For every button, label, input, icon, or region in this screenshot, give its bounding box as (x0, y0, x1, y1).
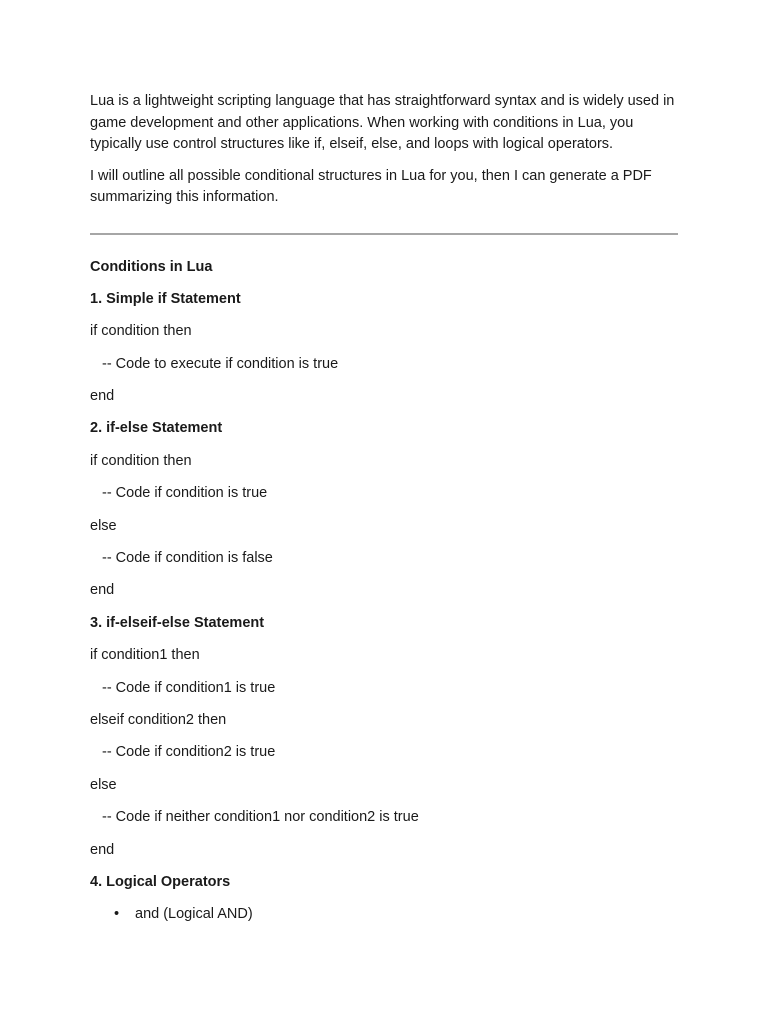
code-comment-line: -- Code if neither condition1 nor condition2 is true (102, 809, 419, 826)
code-line: end (90, 582, 115, 599)
section-title: 2. if-else Statement (90, 420, 223, 437)
code-line: else (90, 776, 117, 793)
list-item-text: and (Logical AND) (135, 906, 253, 923)
code-comment-line: -- Code if condition is false (102, 550, 273, 567)
code-line: end (90, 841, 115, 858)
operator-list (90, 898, 678, 930)
intro-paragraph: Lua is a lightweight scripting language that has straightforward syntax and is widely used in game development and other applications. When working with conditions in Lua, you typically use control structures like if, elseif, else, and loops with logical operators. (90, 93, 675, 152)
code-line: else (90, 517, 117, 534)
intro-paragraph: I will outline all possible conditional structures in Lua for you, then I can generate a PDF summarizing this information. (90, 167, 652, 205)
code-comment-line: -- Code if condition is true (102, 485, 268, 502)
code-line: if condition then (90, 452, 192, 469)
code-line: if condition then (90, 323, 192, 340)
bullet-icon: • (114, 906, 120, 923)
code-line: end (90, 388, 115, 405)
intro (90, 91, 678, 209)
section-title: 1. Simple if Statement (90, 290, 241, 307)
code-comment-line: -- Code to execute if condition is true (102, 355, 339, 372)
list-item (90, 898, 678, 930)
code-line: elseif condition2 then (90, 711, 227, 728)
code-comment-line: -- Code if condition2 is true (102, 744, 276, 761)
horizontal-rule (90, 233, 678, 235)
section-title: 4. Logical Operators (90, 873, 231, 890)
section-title: 3. if-elseif-else Statement (90, 614, 265, 631)
code-line: if condition1 then (90, 647, 200, 664)
code-comment-line: -- Code if condition1 is true (102, 679, 276, 696)
document-heading: Conditions in Lua (90, 258, 213, 275)
